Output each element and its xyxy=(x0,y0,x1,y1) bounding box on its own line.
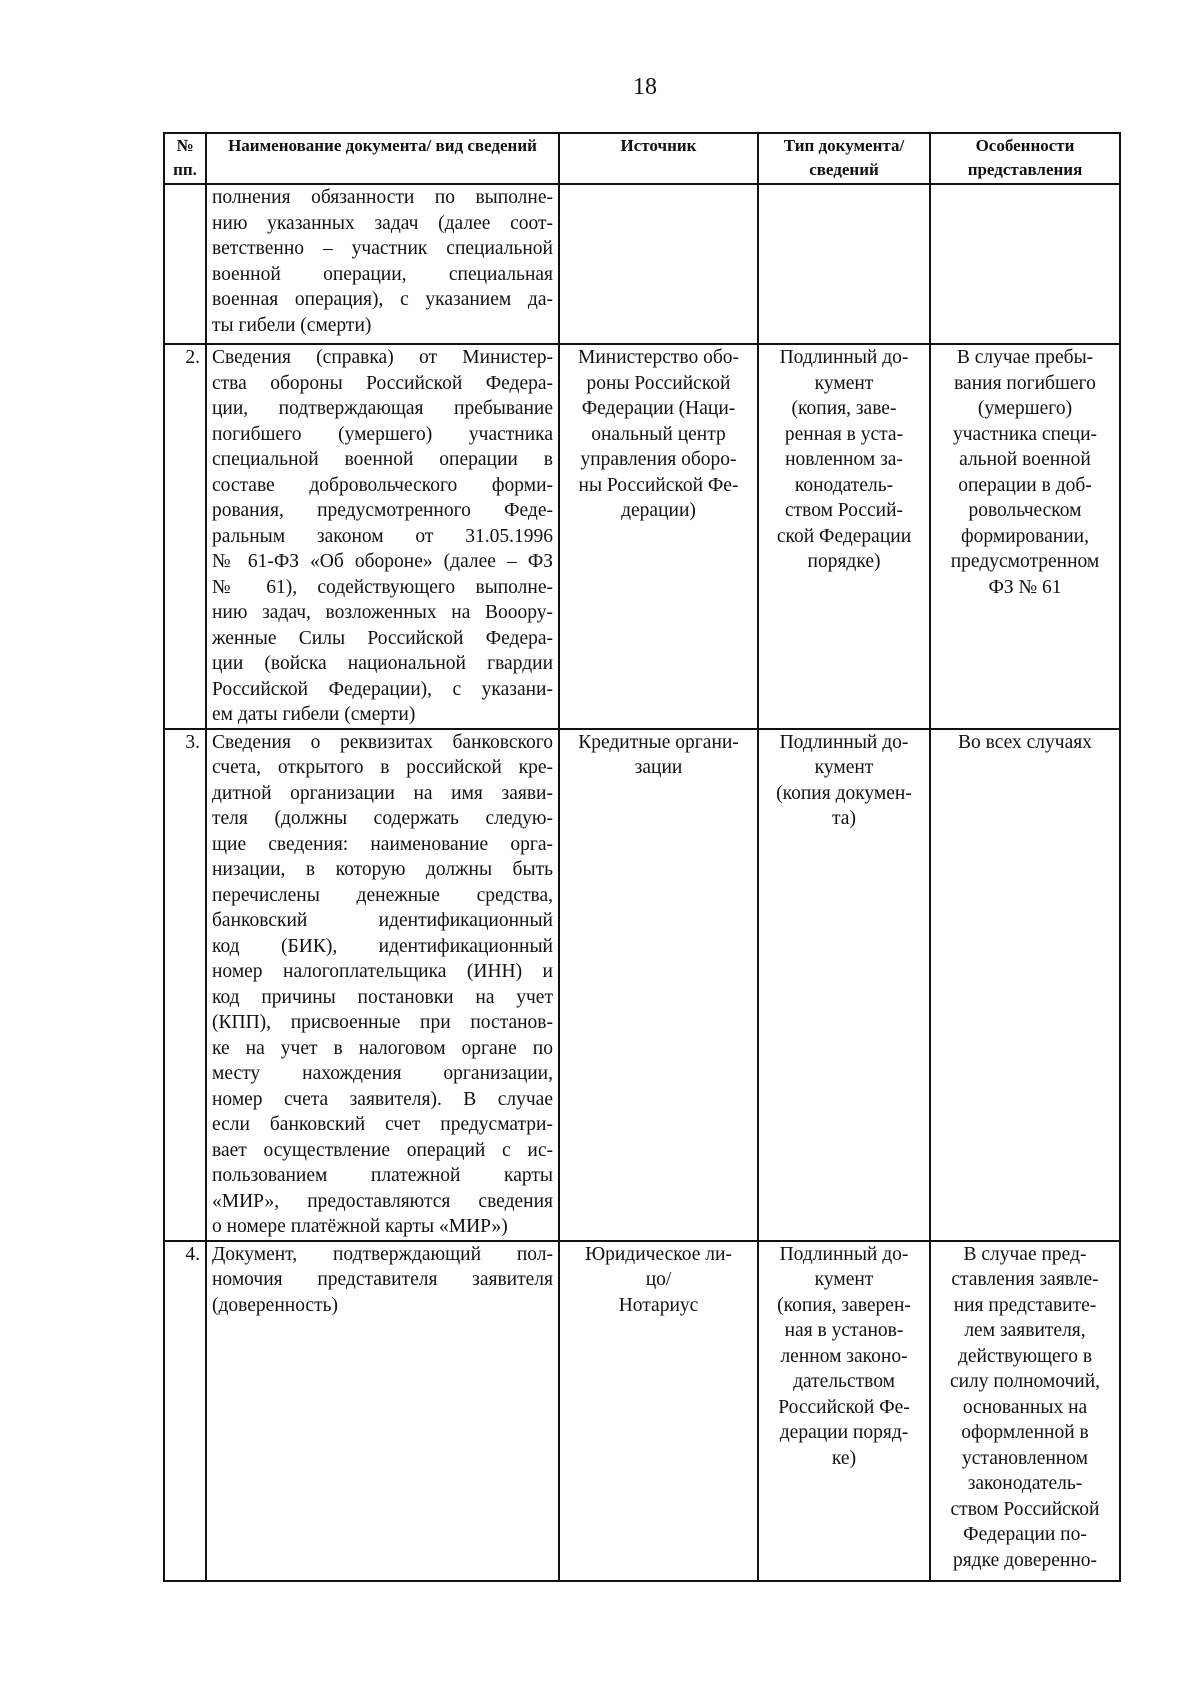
cell-text-line: ветственно – участник специальной xyxy=(212,238,553,259)
table-row xyxy=(164,729,1120,1241)
table-row-continuation xyxy=(164,184,1120,344)
cell-text-line: о номере платёжной карты «МИР») xyxy=(212,1216,508,1237)
cell-text-line: Подлинный до- xyxy=(779,1243,909,1265)
cell-text-line: ем даты гибели (смерти) xyxy=(212,704,416,725)
cell-text-line: полнения обязанности по выполне- xyxy=(212,187,553,208)
cell-text-line: ской Федерации xyxy=(776,525,912,547)
cell-features xyxy=(930,1241,1120,1581)
cell-text-line: ния представите- xyxy=(953,1294,1097,1316)
cell-text-line: № 61-ФЗ «Об обороне» (далее – ФЗ xyxy=(212,551,553,572)
cell-text-line: месту нахождения организации, xyxy=(212,1063,553,1084)
cell-text-line: составе добровольческого форми- xyxy=(212,474,553,496)
cell-text-line: законодатель- xyxy=(967,1473,1083,1494)
cell-text-line: Во всех случаях xyxy=(958,731,1092,753)
cell-text-line: установленном xyxy=(962,1447,1088,1469)
cell-text-line: пользованием платежной карты xyxy=(212,1165,553,1186)
cell-text-line: если банковский счет предусматри- xyxy=(212,1114,553,1135)
cell-text-line: лем заявителя, xyxy=(964,1320,1086,1341)
cell-text-line: ставления заявле- xyxy=(951,1269,1099,1290)
cell-source xyxy=(559,1241,758,1581)
cell-text-line: номер счета заявителя). В случае xyxy=(212,1088,553,1110)
cell-text-line: ральным законом от 31.05.1996 xyxy=(212,525,553,547)
cell-text-line: (копия докумен- xyxy=(776,782,912,804)
cell-text-line: № 61), содействующего выполне- xyxy=(212,576,553,598)
cell-text-line: альной военной xyxy=(959,449,1091,470)
cell-text-line: предусмотренном xyxy=(950,551,1100,572)
cell-features xyxy=(930,344,1120,729)
cell-text-line: Российской Федерации), с указани- xyxy=(212,678,553,700)
cell-text-line: номочия представителя заявителя xyxy=(212,1269,553,1290)
cell-type xyxy=(758,184,930,344)
cell-text-line: Министерство обо- xyxy=(577,347,740,368)
cell-text-line: дерации поряд- xyxy=(779,1422,909,1443)
cell-text-line: Подлинный до- xyxy=(779,731,909,753)
header-num: № пп. xyxy=(164,133,206,184)
cell-text-line: (копия, заве- xyxy=(791,398,897,419)
table-header-row xyxy=(164,133,1120,184)
cell-text-line: операции в доб- xyxy=(958,474,1092,496)
cell-name xyxy=(206,184,559,344)
cell-text-line: нию указанных задач (далее соот- xyxy=(212,212,553,234)
cell-text-line: Нотариус xyxy=(618,1294,699,1316)
documents-table xyxy=(163,132,1121,1582)
cell-type xyxy=(758,729,930,1241)
cell-source xyxy=(559,184,758,344)
cell-text-line: кумент xyxy=(814,1269,874,1290)
table-row xyxy=(164,1241,1120,1581)
cell-text-line: Кредитные органи- xyxy=(578,731,739,753)
cell-text-line: цо/ xyxy=(645,1269,672,1290)
cell-text-line: действующего в xyxy=(957,1345,1093,1367)
cell-text-line: счета, открытого в российской кре- xyxy=(212,757,553,778)
cell-text-line: дерации) xyxy=(621,500,696,521)
cell-text-line: погибшего (умершего) участника xyxy=(212,423,553,445)
cell-text-line: В случае пребы- xyxy=(956,347,1094,368)
cell-text-line: вает осуществление операций с ис- xyxy=(212,1139,553,1161)
cell-text-line: ции, подтверждающая пребывание xyxy=(212,398,553,419)
cell-text-line: ренная в уста- xyxy=(784,423,904,445)
cell-text-line: ством Российской xyxy=(950,1498,1100,1520)
cell-text-line: военной операции, специальная xyxy=(212,263,553,285)
cell-text-line: Юридическое ли- xyxy=(585,1243,732,1265)
cell-text-line: теля (должны содержать следую- xyxy=(212,808,553,829)
cell-text-line: ства обороны Российской Федера- xyxy=(212,372,553,394)
cell-text-line: ке) xyxy=(831,1447,857,1469)
cell-text-line: женные Силы Российской Федера- xyxy=(212,627,553,649)
cell-text-line: ны Российской Фе- xyxy=(578,474,739,496)
cell-text-line: ровольческом xyxy=(968,500,1082,521)
cell-text-line: вания погибшего xyxy=(954,372,1096,394)
cell-text-line: та) xyxy=(832,808,856,829)
cell-text-line: (умершего) xyxy=(977,398,1073,419)
cell-text-line: специальной военной операции в xyxy=(212,449,553,470)
header-type: Тип документа/ сведений xyxy=(758,133,930,184)
cell-text-line: ством Россий- xyxy=(784,500,904,521)
cell-text-line: (КПП), присвоенные при постанов- xyxy=(212,1012,553,1033)
cell-text-line: код причины постановки на учет xyxy=(212,986,553,1008)
header-name: Наименование документа/ вид сведений xyxy=(206,133,559,184)
cell-text-line: военная операция), с указанием да- xyxy=(212,289,553,310)
cell-num: 3. xyxy=(164,729,206,1241)
cell-num: 4. xyxy=(164,1241,206,1581)
cell-text-line: ке на учет в налоговом органе по xyxy=(212,1037,553,1059)
cell-text-line: перечислены денежные средства, xyxy=(212,884,553,906)
cell-text-line: ФЗ № 61 xyxy=(988,576,1062,598)
cell-num: 2. xyxy=(164,344,206,729)
cell-type xyxy=(758,344,930,729)
cell-text-line: порядке) xyxy=(807,551,881,572)
cell-text-line: низации, в которую должны быть xyxy=(212,859,553,880)
cell-text-line: кумент xyxy=(814,372,874,394)
header-features: Особенности представления xyxy=(930,133,1120,184)
cell-text-line: нию задач, возложенных на Вооору- xyxy=(212,602,553,623)
cell-num xyxy=(164,184,206,344)
cell-text-line: дательством xyxy=(793,1371,895,1392)
table-row xyxy=(164,344,1120,729)
cell-text-line: Федерации по- xyxy=(963,1524,1087,1545)
cell-text-line: ции (войска национальной гвардии xyxy=(212,653,553,674)
cell-text-line: В случае пред- xyxy=(963,1243,1087,1265)
cell-text-line: (доверенность) xyxy=(212,1294,338,1316)
cell-text-line: Федерации (Наци- xyxy=(581,398,736,419)
cell-source xyxy=(559,344,758,729)
cell-text-line: основанных на xyxy=(962,1396,1088,1418)
cell-source xyxy=(559,729,758,1241)
header-source: Источник xyxy=(559,133,758,184)
cell-name xyxy=(206,344,559,729)
cell-text-line: Сведения (справка) от Министер- xyxy=(212,347,553,368)
cell-text-line: рядке доверенно- xyxy=(952,1549,1098,1571)
cell-text-line: оформленной в xyxy=(961,1422,1089,1443)
cell-features xyxy=(930,184,1120,344)
cell-text-line: щие сведения: наименование орга- xyxy=(212,833,553,855)
cell-text-line: код (БИК), идентификационный xyxy=(212,935,553,957)
cell-text-line: дитной организации на имя заяви- xyxy=(212,782,553,804)
cell-type xyxy=(758,1241,930,1581)
cell-text-line: управления оборо- xyxy=(580,449,737,470)
cell-text-line: банковский идентификационный xyxy=(212,910,553,931)
cell-text-line: Российской Фе- xyxy=(778,1396,910,1418)
cell-text-line: «МИР», предоставляются сведения xyxy=(212,1190,553,1212)
cell-text-line: конодатель- xyxy=(794,474,894,496)
cell-text-line: (копия, заверен- xyxy=(777,1294,911,1316)
cell-text-line: ленном законо- xyxy=(780,1345,908,1367)
page-number: 18 xyxy=(633,74,657,100)
cell-text-line: участника специ- xyxy=(952,423,1098,445)
cell-text-line: зации xyxy=(634,757,683,778)
cell-text-line: ты гибели (смерти) xyxy=(212,314,372,336)
cell-text-line: ональный центр xyxy=(591,423,726,445)
cell-features xyxy=(930,729,1120,1241)
cell-text-line: рования, предусмотренного Феде- xyxy=(212,500,553,521)
cell-text-line: Сведения о реквизитах банковского xyxy=(212,731,553,753)
cell-name xyxy=(206,729,559,1241)
cell-text-line: новленном за- xyxy=(785,449,903,470)
cell-text-line: формировании, xyxy=(961,525,1089,547)
cell-text-line: Подлинный до- xyxy=(779,347,909,368)
cell-text-line: ная в установ- xyxy=(784,1320,904,1341)
cell-name xyxy=(206,1241,559,1581)
cell-text-line: номер налогоплательщика (ИНН) и xyxy=(212,961,553,982)
cell-text-line: силу полномочий, xyxy=(949,1371,1101,1392)
cell-text-line: кумент xyxy=(814,757,874,778)
cell-text-line: роны Российской xyxy=(586,372,731,394)
cell-text-line: Документ, подтверждающий пол- xyxy=(212,1243,553,1265)
